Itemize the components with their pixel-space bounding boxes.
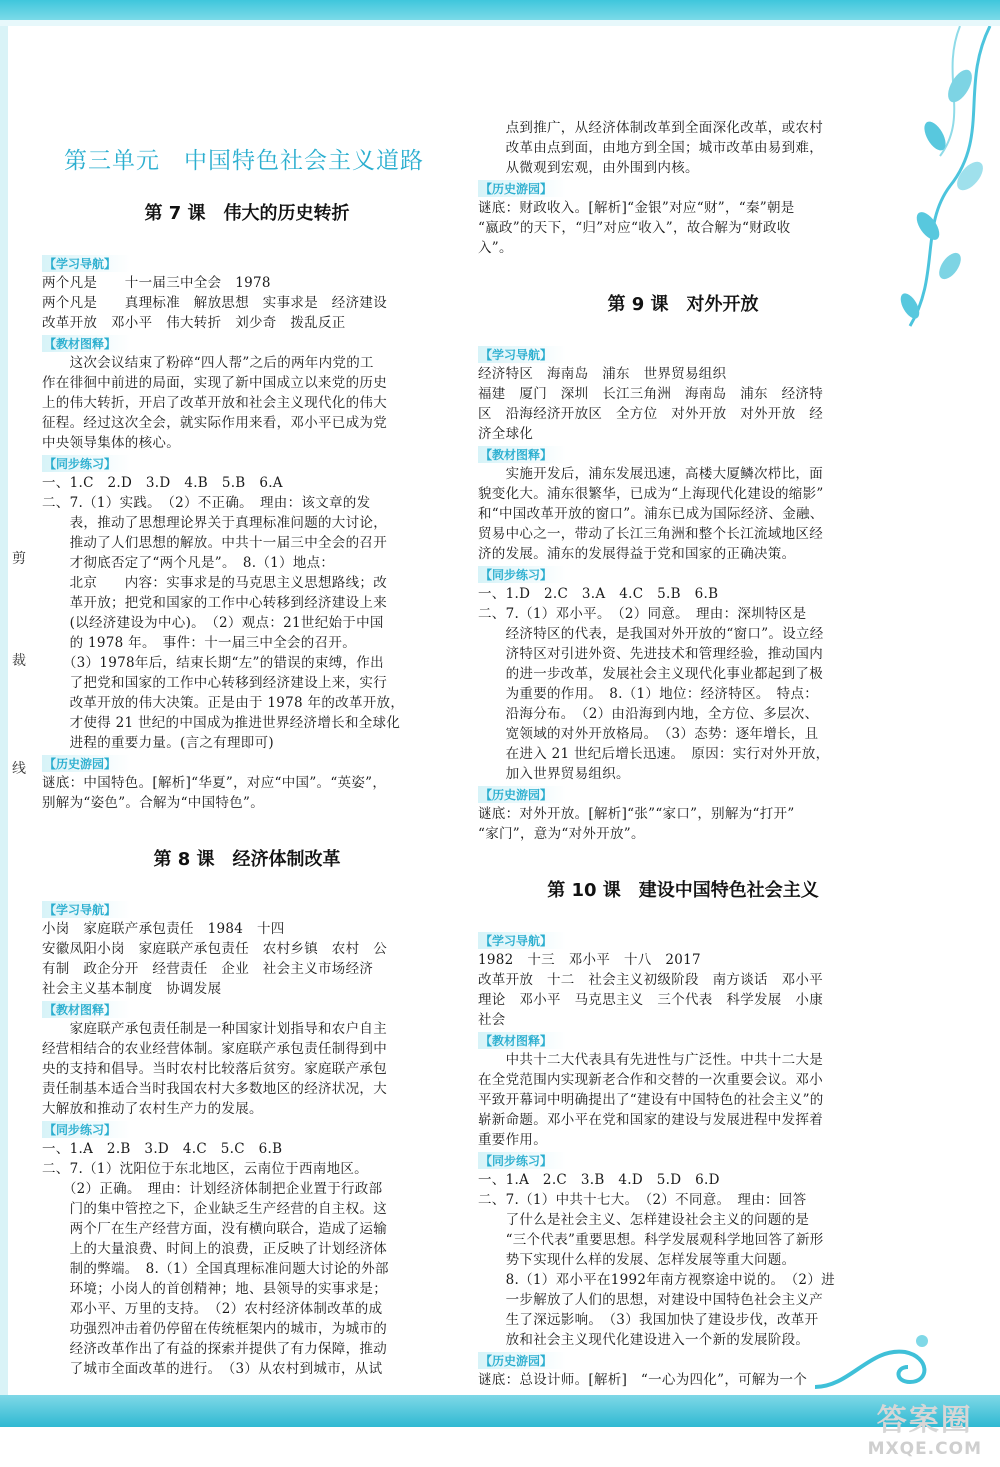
lesson-9-guide-label: 【学习导航】 bbox=[478, 346, 566, 363]
lesson-8-practice-continued bbox=[478, 118, 888, 178]
text-line: 小岗 家庭联产承包责任 1984 十四 bbox=[42, 921, 285, 937]
lesson-9-guide bbox=[478, 364, 888, 444]
text-line: 征程。经过这次全会，就实际作用来看，邓小平已成为党 bbox=[42, 415, 387, 431]
text-line: 才彻底否定了“两个凡是”。 8.（1）地点： bbox=[42, 555, 335, 571]
text-line: 家庭联产承包责任制是一种国家计划指导和农户自主 bbox=[42, 1021, 387, 1037]
text-line: 两个厂在生产经营方面，没有横向联合，造成了运输 bbox=[42, 1221, 387, 1237]
text-line: 势下实现什么样的发展、怎样发展等重大问题。 bbox=[478, 1252, 796, 1268]
text-line: 济全球化 bbox=[478, 426, 534, 442]
text-line: 一、1.D 2.C 3.A 4.C 5.B 6.B bbox=[478, 586, 719, 602]
text-line: 谜底：财政收入。[解析]“金银”对应“财”，“秦”朝是 bbox=[478, 200, 795, 216]
text-line: 改革由点到面，由地方到全国；城市改革由易到难， bbox=[478, 140, 823, 156]
lesson-10-practice-label: 【同步练习】 bbox=[478, 1152, 566, 1169]
lesson-10-explain bbox=[478, 1050, 888, 1150]
text-line: 在进入 21 世纪后增长迅速。 原因：实行对外开放， bbox=[478, 746, 830, 762]
bottom-decorative-band bbox=[0, 1395, 1000, 1427]
left-column bbox=[42, 118, 452, 1379]
text-line: 重要作用。 bbox=[478, 1132, 547, 1148]
text-line: 貌变化大。浦东很繁华，已成为“上海现代化建设的缩影” bbox=[478, 486, 824, 502]
cut-mark-1: 剪 bbox=[12, 551, 26, 567]
text-line: 福建 厦门 深圳 长江三角洲 海南岛 浦东 经济特 bbox=[478, 386, 823, 402]
text-line: 和“中国改革开放的窗口”。浦东已成为国际经济、金融、 bbox=[478, 506, 824, 522]
text-line: 推动了人们思想的解放。中共十一届三中全会的召开 bbox=[42, 535, 387, 551]
lesson-9-title: 第 9 课 对外开放 bbox=[607, 294, 759, 315]
text-line: 上的伟大转折，开启了改革开放和社会主义现代化的伟大 bbox=[42, 395, 387, 411]
text-line: 理论 邓小平 马克思主义 三个代表 科学发展 小康 bbox=[478, 992, 823, 1008]
lesson-8-practice bbox=[42, 1139, 452, 1379]
text-line: 改革开放 邓小平 伟大转折 刘少奇 拨乱反正 bbox=[42, 315, 346, 331]
text-line: 邓小平、万里的支持。 （2）农村经济体制改革的成 bbox=[42, 1301, 383, 1317]
lesson-10-title: 第 10 课 建设中国特色社会主义 bbox=[547, 880, 819, 901]
text-line: 表，推动了思想理论界关于真理标准问题的大讨论， bbox=[42, 515, 387, 531]
text-line: 济的发展。浦东的发展得益于党和国家的正确决策。 bbox=[478, 546, 796, 562]
text-line: 一步解放了人们的思想，对建设中国特色社会主义产 bbox=[478, 1292, 823, 1308]
lesson-7-title: 第 7 课 伟大的历史转折 bbox=[144, 203, 350, 224]
lesson-7-practice bbox=[42, 473, 452, 753]
right-column bbox=[478, 118, 888, 1390]
text-line: 的进一步改革，发展社会主义现代化事业都起到了极 bbox=[478, 666, 823, 682]
text-line: 别解为“姿色”。合解为“中国特色”。 bbox=[42, 795, 265, 811]
lesson-8-guide bbox=[42, 919, 452, 999]
watermark-logo: 答案圈 bbox=[876, 1403, 973, 1438]
lesson-10-guide-label: 【学习导航】 bbox=[478, 932, 566, 949]
text-line: 了什么是社会主义、怎样建设社会主义的问题的是 bbox=[478, 1212, 810, 1228]
text-line: （2）正确。 理由：计划经济体制把企业置于行政部 bbox=[42, 1181, 383, 1197]
text-line: 社会主义基本制度 协调发展 bbox=[42, 981, 222, 997]
text-line: 谜底：对外开放。[解析]“张”“家口”，别解为“打开” bbox=[478, 806, 795, 822]
text-line: 经济改革作出了有益的探索并提供了有力保障，推动 bbox=[42, 1341, 387, 1357]
text-line: 在全党范围内实现新老合作和交替的一次重要会议。邓小 bbox=[478, 1072, 823, 1088]
text-line: 这次会议结束了粉碎“四人帮”之后的两年内党的工 bbox=[42, 355, 374, 371]
text-line: 环境；小岗人的首创精神；地、县领导的实事求是； bbox=[42, 1281, 387, 1297]
lesson-10-guide bbox=[478, 950, 888, 1030]
text-line: 门的集中管控之下，企业缺乏生产经营的自主权。这 bbox=[42, 1201, 387, 1217]
text-line: 沿海分布。 （2）由沿海到内地，全方位、多层次、 bbox=[478, 706, 819, 722]
text-line: (以经济建设为中心)。 （2）观点：21世纪始于中国 bbox=[42, 615, 384, 631]
text-line: 北京 内容：实事求是的马克思主义思想路线；改 bbox=[42, 575, 387, 591]
lesson-7-explain bbox=[42, 353, 452, 453]
swirl-decoration-icon bbox=[810, 1327, 940, 1397]
text-line: 才使得 21 世纪的中国成为推进世界经济增长和全球化 bbox=[42, 715, 401, 731]
lesson-9-game bbox=[478, 804, 888, 844]
lesson-7-explain-label: 【教材图释】 bbox=[42, 335, 130, 352]
lesson-9-explain-label: 【教材图释】 bbox=[478, 446, 566, 463]
text-line: 生了深远影响。 （3）我国加快了建设步伐，改革开 bbox=[478, 1312, 819, 1328]
text-line: 经济特区 海南岛 浦东 世界贸易组织 bbox=[478, 366, 727, 382]
lesson-9-explain bbox=[478, 464, 888, 564]
lesson-9-practice bbox=[478, 584, 888, 784]
text-line: 两个凡是 真理标准 解放思想 实事求是 经济建设 bbox=[42, 295, 387, 311]
lesson-8-game bbox=[478, 198, 888, 258]
text-line: 从微观到宏观，由外围到内核。 bbox=[478, 160, 699, 176]
text-line: 经济特区的代表，是我国对外开放的“窗口”。设立经 bbox=[478, 626, 824, 642]
lesson-8-game-label: 【历史游园】 bbox=[478, 180, 566, 197]
text-line: 经营相结合的农业经营体制。家庭联产承包责任制得到中 bbox=[42, 1041, 387, 1057]
watermark bbox=[868, 1395, 982, 1459]
text-line: 二、7.（1）实践。 （2）不正确。 理由：该文章的发 bbox=[42, 495, 371, 511]
lesson-7-game-label: 【历史游园】 bbox=[42, 755, 130, 772]
text-line: 一、1.C 2.D 3.D 4.B 5.B 6.A bbox=[42, 475, 283, 491]
text-line: 安徽凤阳小岗 家庭联产承包责任 农村乡镇 农村 公 bbox=[42, 941, 387, 957]
text-line: 作在徘徊中前进的局面，实现了新中国成立以来党的历史 bbox=[42, 375, 387, 391]
text-line: 上的大量浪费、时间上的浪费，正反映了计划经济体 bbox=[42, 1241, 387, 1257]
text-line: 贸易中心之一，带动了长江三角洲和整个长江流域地区经 bbox=[478, 526, 823, 542]
text-line: 央的支持和倡导。当时农村比较落后贫穷。家庭联产承包 bbox=[42, 1061, 387, 1077]
text-line: 中央领导集体的核心。 bbox=[42, 435, 180, 451]
text-line: 改革开放的伟大决策。正是由于 1978 年的改革开放， bbox=[42, 695, 405, 711]
lesson-8-practice-label: 【同步练习】 bbox=[42, 1121, 130, 1138]
top-decorative-band bbox=[0, 0, 1000, 26]
text-line: 了把党和国家的工作中心转移到经济建设上来，实行 bbox=[42, 675, 387, 691]
text-line: 一、1.A 2.C 3.B 4.D 5.D 6.D bbox=[478, 1172, 720, 1188]
cut-mark-3: 线 bbox=[12, 761, 26, 777]
lesson-7-guide bbox=[42, 273, 452, 333]
text-line: 点到推广，从经济体制改革到全面深化改革，或农村 bbox=[478, 120, 823, 136]
lesson-7-guide-label: 【学习导航】 bbox=[42, 255, 130, 272]
lesson-8-explain bbox=[42, 1019, 452, 1119]
lesson-9-practice-label: 【同步练习】 bbox=[478, 566, 566, 583]
left-margin-strip bbox=[0, 26, 8, 1396]
text-line: 功强烈冲击着仍停留在传统框架内的城市，为城市的 bbox=[42, 1321, 387, 1337]
text-line: 社会 bbox=[478, 1012, 506, 1028]
text-line: 谜底：中国特色。[解析]“华夏”，对应“中国”。“英姿”， bbox=[42, 775, 387, 791]
text-line: 宽领域的对外开放格局。 （3）态势：逐年增长，且 bbox=[478, 726, 819, 742]
lesson-8-explain-label: 【教材图释】 bbox=[42, 1001, 130, 1018]
text-line: 一、1.A 2.B 3.D 4.C 5.C 6.B bbox=[42, 1141, 283, 1157]
lesson-10-explain-label: 【教材图释】 bbox=[478, 1032, 566, 1049]
lesson-8-guide-label: 【学习导航】 bbox=[42, 901, 130, 918]
text-line: 二、7.（1）邓小平。 （2）同意。 理由：深圳特区是 bbox=[478, 606, 807, 622]
cut-mark-2: 裁 bbox=[12, 653, 26, 669]
lesson-10-game-label: 【历史游园】 bbox=[478, 1352, 566, 1369]
text-line: “三个代表”重要思想。科学发展观科学地回答了新形 bbox=[478, 1232, 824, 1248]
lesson-7-game bbox=[42, 773, 452, 813]
text-line: 平致开幕词中明确提出了“建设有中国特色的社会主义”的 bbox=[478, 1092, 824, 1108]
text-line: 济特区对引进外资、先进技术和管理经验，推动国内 bbox=[478, 646, 823, 662]
text-line: 制的弊端。 8.（1）全国真理标准问题大讨论的外部 bbox=[42, 1261, 389, 1277]
watermark-url: MXQE.COM bbox=[867, 1439, 982, 1459]
text-line: 8.（1）邓小平在1992年南方视察途中说的。 （2）进 bbox=[478, 1272, 835, 1288]
text-line: 入”。 bbox=[478, 240, 513, 256]
text-line: 为重要的作用。 8.（1）地位：经济特区。 特点： bbox=[478, 686, 819, 702]
text-line: 两个凡是 十一届三中全会 1978 bbox=[42, 275, 271, 291]
lesson-7-practice-label: 【同步练习】 bbox=[42, 455, 130, 472]
text-line: 责任制基本适合当时我国农村大多数地区的经济状况，大 bbox=[42, 1081, 387, 1097]
text-line: （3）1978年后，结束长期“左”的错误的束缚，作出 bbox=[42, 655, 384, 671]
text-line: 区 沿海经济开放区 全方位 对外开放 对外开放 经 bbox=[478, 406, 823, 422]
lesson-10-practice bbox=[478, 1170, 888, 1350]
text-line: 改革开放 十二 社会主义初级阶段 南方谈话 邓小平 bbox=[478, 972, 823, 988]
text-line: 1982 十三 邓小平 十八 2017 bbox=[478, 952, 701, 968]
text-line: “嬴政”的天下，“归”对应“收入”，故合解为“财政收 bbox=[478, 220, 791, 236]
lesson-9-game-label: 【历史游园】 bbox=[478, 786, 566, 803]
text-line: 谜底：总设计师。[解析] “一心为四化”，可解为一个 bbox=[478, 1372, 808, 1388]
text-line: 二、7.（1）沈阳位于东北地区，云南位于西南地区。 bbox=[42, 1161, 368, 1177]
text-line: 加入世界贸易组织。 bbox=[478, 766, 630, 782]
text-line: 实施开发后，浦东发展迅速，高楼大厦鳞次栉比，面 bbox=[478, 466, 823, 482]
text-line: 放和社会主义现代化建设进入一个新的发展阶段。 bbox=[478, 1332, 810, 1348]
text-line: 进程的重要力量。(言之有理即可) bbox=[42, 735, 274, 751]
text-line: 中共十二大代表具有先进性与广泛性。中共十二大是 bbox=[478, 1052, 823, 1068]
text-line: 二、7.（1）中共十七大。 （2）不同意。 理由：回答 bbox=[478, 1192, 807, 1208]
text-line: 了城市全面改革的进行。 （3）从农村到城市，从试 bbox=[42, 1361, 383, 1377]
text-line: 有制 政企分开 经营责任 企业 社会主义市场经济 bbox=[42, 961, 374, 977]
text-line: 的 1978 年。 事件：十一届三中全会的召开。 bbox=[42, 635, 356, 651]
unit-title: 第三单元 中国特色社会主义道路 bbox=[64, 148, 424, 174]
text-line: 大解放和推动了农村生产力的发展。 bbox=[42, 1101, 263, 1117]
text-line: 崭新命题。邓小平在党和国家的建设与发展进程中发挥着 bbox=[478, 1112, 823, 1128]
text-line: 革开放；把党和国家的工作中心转移到经济建设上来 bbox=[42, 595, 387, 611]
lesson-8-title: 第 8 课 经济体制改革 bbox=[153, 849, 341, 870]
text-line: “家门”，意为“对外开放”。 bbox=[478, 826, 645, 842]
